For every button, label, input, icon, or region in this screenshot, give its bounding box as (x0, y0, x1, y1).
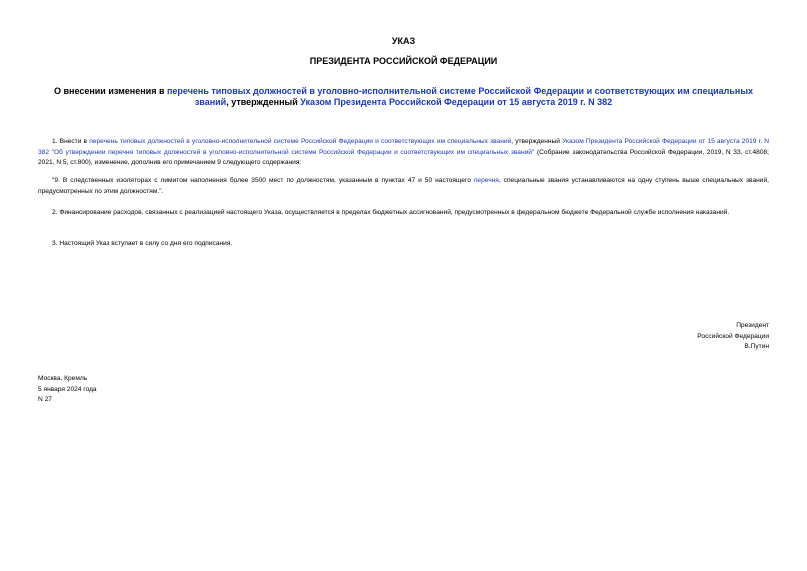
paragraph-note-9-link-list[interactable]: перечня (473, 177, 499, 184)
decree-issuer: ПРЕЗИДЕНТА РОССИЙСКОЙ ФЕДЕРАЦИИ (309, 56, 498, 66)
paragraph-note-9-text-b: , специальные звания устанавливаются на одну ступень выше специальных званий, предусмотренных по этим должностям.". (38, 177, 769, 195)
paragraph-1-text-c: (Собрание законодательства Российской Федерации, 2019, N 33, ст.4808; 2021, N 5, ст.800), изменение, дополнив его примечанием 9 следующего содержания: (38, 148, 769, 166)
paragraph-1-text-b: , утвержденный (511, 138, 563, 145)
title-text-mid: , утвержденный (226, 97, 301, 107)
document-number: N 27 (38, 396, 52, 403)
decree-heading: УКАЗ (391, 36, 416, 46)
document-title (36, 86, 771, 108)
paragraph-1 (38, 137, 769, 169)
paragraph-note-9 (38, 176, 769, 197)
title-link-list[interactable]: перечень типовых должностей в уголовно-исполнительной системе Российской Федерации и соответствующих им специальных званий (166, 86, 754, 107)
signature-country: Российской Федерации (697, 332, 769, 340)
paragraph-2: 2. Финансирование расходов, связанных с реализацией настоящего Указа, осуществляется в пределах бюджетных ассигнований, предусмотренных в федеральном бюджете Федеральной службе исполнения наказаний. (52, 209, 730, 216)
paragraph-1-text-a: 1. Внести в (52, 138, 90, 145)
paragraph-1-link-decree[interactable]: Указом Президента Российской Федерации от 15 августа 2019 г. N 382 "Об утверждении перечня типовых должностей в уголовно-исполнительной системе Российской Федерации и соответствующих им специальных званий" (38, 138, 769, 156)
document-date: 5 января 2024 года (38, 385, 97, 393)
title-text-pre: О внесении изменения в (53, 86, 167, 96)
signature-name: В.Путин (744, 343, 769, 350)
place-date-block (38, 374, 97, 406)
paragraph-3: 3. Настоящий Указ вступает в силу со дня его подписания. (52, 240, 233, 247)
title-link-decree[interactable]: Указом Президента Российской Федерации от 15 августа 2019 г. N 382 (300, 97, 613, 107)
paragraph-1-link-list[interactable]: перечень типовых должностей в уголовно-исполнительной системе Российской Федерации и соответствующих им специальных званий (89, 138, 512, 145)
place-name: Москва, Кремль (38, 375, 88, 382)
paragraph-note-9-text-a: "9. В следственных изоляторах с лимитом наполнения более 3500 мест по должностям, указанным в пунктах 47 и 50 настоящего (52, 177, 474, 184)
signature-position: Президент (736, 322, 769, 329)
signature-block (697, 321, 769, 353)
